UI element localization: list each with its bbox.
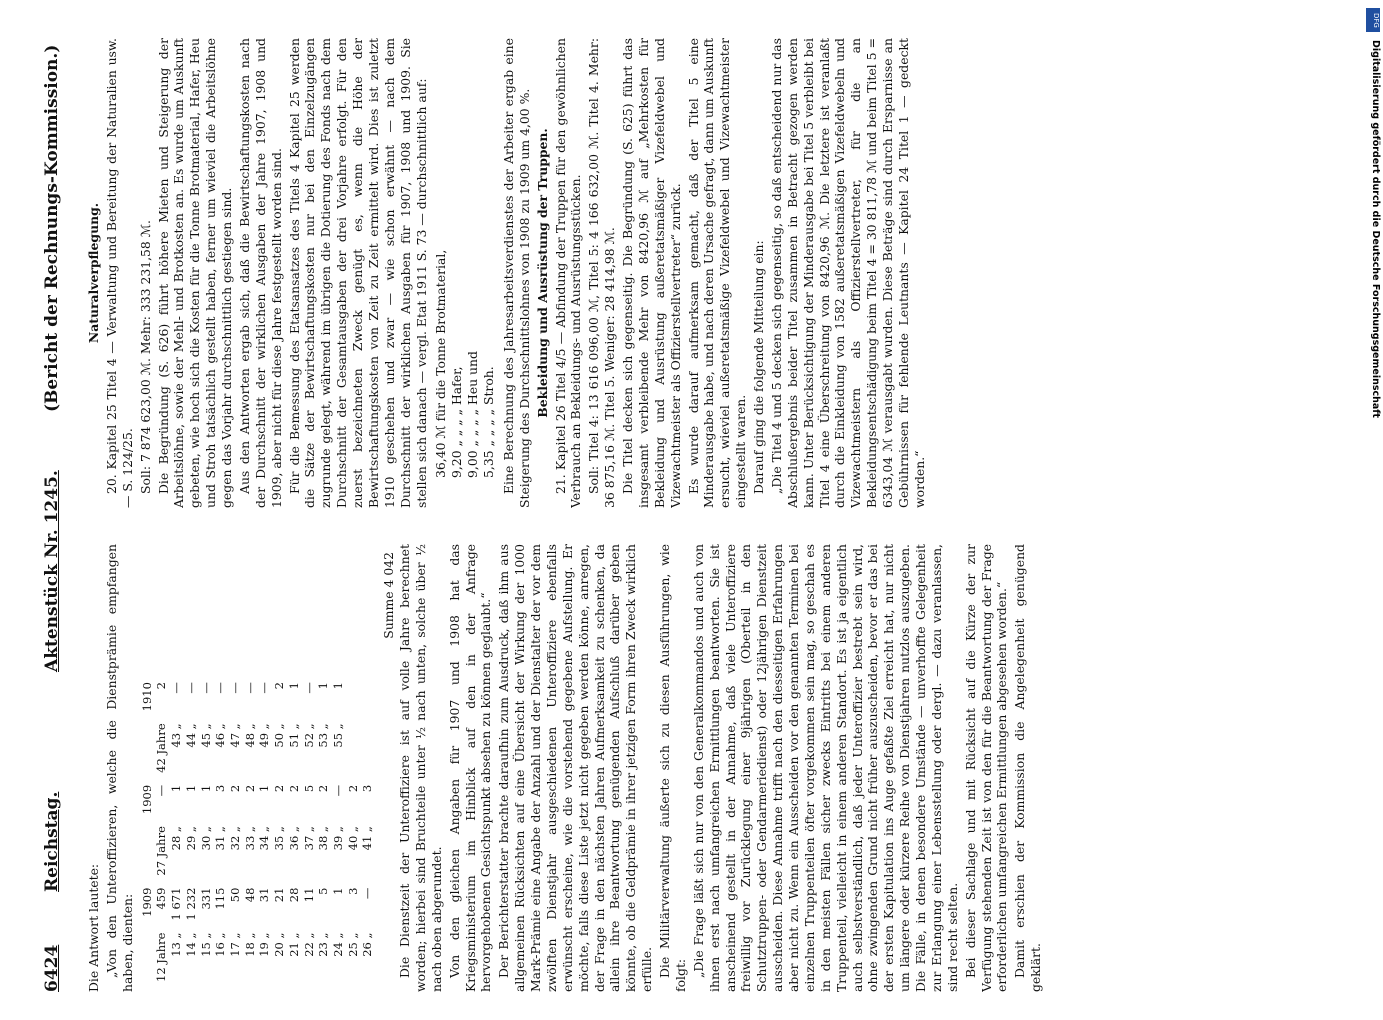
table-cell: 35 „ — [272, 826, 287, 851]
table-cell: 26 „ — [360, 932, 375, 957]
table-row — [316, 676, 331, 988]
body-paragraph: „Die Frage läßt sich nur von den Generalkommandos und auch von ihnen erst nach umfangreichen Ermittlungen beantworten. Sie ist anscheinend gestellt in der Annahme, daß viele Unteroffiziere freiwillig vor Zurücklegung einer 9jährigen (Oberteil in den Schutztruppen- oder Gendarmeriedienst) oder 12jährigen Dienstzeit ausscheiden. Diese Annahme trifft nach den diesseitigen Erfahrungen aber nicht zu. Wenn ein Ausscheiden vor den genannten Terminen bei einzelnen Truppenteilen öfter vorgekommen sein mag, so geschah es in den meisten Fällen sicher zwecks Eintritts bei einem anderen Truppenteil, vielleicht in einem anderen Standort. Es ist ja eigentlich auch selbstverständlich, daß jeder Unteroffizier bestrebt sein wird, ohne zwingenden Grund nicht früher auszuscheiden, bevor er das bei der ersten Kapitulation ins Auge gefaßte Ziel erreicht hat, nur nicht um längere oder kürzere Reihe von Dienstjahren nutzlos auszugeben. Die Fälle, in denen besondere Umstände — unverhoffte Gelegenheit zur Erlangung einer Lebensstellung oder dergl. — dazu veranlassen, sind recht selten. — [690, 544, 960, 992]
table-row — [213, 676, 228, 988]
table-cell: — — [213, 682, 228, 694]
table-cell: — — [257, 682, 272, 694]
table-cell: 36 „ — [286, 826, 301, 851]
item-20-soll: Soll: 7 874 623,00 ℳ. Mehr: 333 231,58 ℳ. — [137, 220, 153, 494]
item-21-heading: 21. Kapitel 26 Titel 4/5 — Abfindung der Truppen für den gewöhnlichen Verbrauch an Bekleidungs- und Ausrüstungsstücken. — [552, 38, 584, 508]
table-header-cell: 1909 — [139, 784, 154, 815]
table-cell: 459 — [154, 887, 169, 910]
table-cell: 3 — [345, 887, 360, 895]
table-row — [257, 676, 272, 988]
body-paragraph: Die Begründung (S. 626) führt höhere Mieten und Steigerung der Arbeitslöhne, sowie der Mehl- und Brotkosten an. Es wurde um Auskunft gebeten, wie hoch sich die Kosten für die Tonne Brotmaterial, Hafer, Heu und Stroh tatsächlich gestellt haben, ferner um wieviel die Arbeitslöhne gegen das Vorjahr durchschnittlich gestiegen sind. — [155, 38, 234, 508]
table-row — [331, 676, 346, 988]
table-cell: 3 — [360, 784, 375, 793]
table-cell: 2 — [154, 682, 169, 690]
table-cell: — — [154, 784, 169, 797]
table-row — [184, 676, 199, 988]
body-paragraph: Die Dienstzeit der Unteroffiziere ist auf volle Jahre berechnet worden; hierbei sind Bruchteile unter ½ nach unten, solche über ½ nach oben abgerundet. — [397, 544, 444, 992]
table-header-cell: 1909 — [139, 887, 154, 917]
table-cell: 47 „ — [227, 723, 242, 748]
table-cell: 1 671 — [169, 887, 184, 921]
service-years-table — [140, 676, 376, 988]
table-header-row — [140, 676, 155, 988]
price-line: 5,35 „ „ „ „ Stroh. — [481, 366, 496, 478]
table-row — [154, 676, 169, 988]
table-cell: — — [242, 682, 257, 694]
table-cell — [346, 676, 361, 717]
table-cell: 2 — [272, 784, 287, 793]
table-cell: 23 „ — [316, 932, 331, 957]
left-column — [86, 544, 1326, 992]
table-cell: 1 — [330, 887, 345, 895]
left-paragraphs — [397, 544, 1044, 992]
table-cell: 33 „ — [242, 826, 257, 851]
table-cell: 1 — [330, 682, 345, 690]
table-cell: 34 „ — [257, 826, 272, 851]
table-header-cell: 1910 — [139, 682, 154, 712]
table-cell: 53 „ — [316, 723, 331, 748]
table-cell: 28 „ — [169, 826, 184, 851]
table-cell: 2 — [316, 784, 331, 793]
table-cell: 11 — [301, 887, 316, 903]
table-cell: 38 „ — [316, 826, 331, 851]
document-page — [24, 32, 1354, 992]
table-cell: 51 „ — [286, 723, 301, 748]
intro-text: Die Antwort lautete: — [86, 863, 101, 992]
table-cell — [360, 676, 375, 717]
table-cell: 32 „ — [227, 826, 242, 851]
table-cell: 29 „ — [183, 826, 198, 851]
table-header-cell — [140, 927, 155, 988]
table-cell: — — [330, 784, 345, 797]
table-cell: 52 „ — [301, 723, 316, 748]
header-center-title: Aktenstück Nr. 1245. — [42, 470, 62, 672]
table-cell: 24 „ — [330, 932, 345, 957]
table-cell: 44 „ — [183, 723, 198, 748]
table-row — [346, 676, 361, 988]
table-cell: 27 Jahre — [154, 826, 169, 876]
table-row — [360, 676, 375, 988]
price-list — [433, 38, 497, 478]
table-cell: 39 „ — [330, 826, 345, 851]
body-paragraph: Darauf ging die folgende Mitteilung ein: — [751, 240, 766, 494]
table-cell: 41 „ — [360, 826, 375, 851]
table-cell: 37 „ — [301, 826, 316, 851]
table-cell: 2 — [272, 682, 287, 690]
table-cell: 2 — [227, 784, 242, 793]
table-cell: 25 „ — [345, 932, 360, 957]
right-column — [86, 38, 1326, 508]
table-cell: 48 „ — [242, 723, 257, 748]
table-cell: 2 — [242, 784, 257, 793]
table-cell: — — [227, 682, 242, 694]
price-line: 9,00 „ „ „ „ Heu und — [465, 351, 481, 478]
table-cell: 1 — [169, 784, 184, 793]
header-right-title: (Bericht der Rechnungs-Kommission.) — [42, 44, 62, 412]
table-row — [243, 676, 258, 988]
table-cell: 50 — [227, 887, 242, 903]
table-cell: 20 „ — [272, 932, 287, 957]
table-cell: 2 — [286, 784, 301, 793]
table-cell: 13 „ — [169, 932, 184, 957]
item-20-heading: 20. Kapitel 25 Titel 4 — Verwaltung und Bereitung der Naturalien usw. — S. 124/25. — [103, 38, 135, 508]
paragraph-wages: Eine Berechnung des Jahresarbeitsverdienstes der Arbeiter ergab eine Steigerung des Durchschnittslohnes von 1908 zu 1909 um 4,00 %. — [500, 38, 532, 508]
body-paragraph: Aus den Antworten ergab sich, daß die Bewirtschaftungskosten nach der Durchschnitt der wirklichen Ausgaben der Jahre 1907, 1908 und 1909, aber nicht für diese Jahre festgestellt worden sind. — [236, 38, 284, 508]
table-cell: — — [183, 682, 198, 694]
table-cell: 45 „ — [198, 723, 213, 748]
table-cell: 49 „ — [257, 723, 272, 748]
header-left-title: Reichstag. — [42, 791, 62, 892]
table-row — [302, 676, 317, 988]
table-cell: 2 — [345, 784, 360, 793]
table-cell: 1 — [257, 784, 272, 793]
table-row — [287, 676, 302, 988]
body-paragraph: Die Militärverwaltung äußerte sich zu diesen Ausführungen, wie folgt: — [657, 544, 688, 992]
table-total: Summe 4 042 — [381, 552, 397, 639]
table-cell: 16 „ — [213, 932, 228, 957]
table-cell: 18 „ — [242, 932, 257, 957]
right-paragraphs-a — [156, 38, 430, 508]
table-cell: 46 „ — [213, 723, 228, 748]
table-cell: 5 — [316, 887, 331, 895]
digitization-note: Digitalisierung gefördert durch die Deutsche Forschungsgemeinschaft — [1370, 40, 1381, 418]
price-line: 9,20 „ „ „ „ Hafer, — [449, 366, 465, 478]
table-row — [272, 676, 287, 988]
table-cell: 5 — [301, 784, 316, 793]
dfg-logo: DFG — [1366, 8, 1380, 32]
body-paragraph: Die Titel decken sich gegenseitig. Die Begründung (S. 625) führt das insgesamt verbleibende Mehr von 8420,96 ℳ auf „Mehrkosten für Bekleidung und Ausrüstung außeretatsmäßiger Vizefeldwebel und Vizewachtmeister als Offizierstellvertreter“ zurück. — [620, 38, 683, 508]
table-cell — [360, 717, 375, 778]
section-title-naturalverpflegung: Naturalverpflegung. — [86, 202, 101, 344]
page-header — [42, 32, 72, 992]
quote-open: „Von den Unteroffizieren, welche die Dienstprämie empfangen haben, dienten: — [103, 544, 135, 992]
body-paragraph: Von den gleichen Angaben für 1907 und 1908 hat das Kriegsministerium im Hinblick auf den in der Anfrage hervorgehobenen Gesichtspunkt absehen zu können geglaubt.“ — [446, 544, 494, 992]
price-line: 36,40 ℳ für die Tonne Brotmaterial, — [433, 249, 449, 478]
table-cell: 19 „ — [257, 932, 272, 957]
table-cell: 1 — [316, 682, 331, 690]
table-cell: 50 „ — [272, 723, 287, 748]
section-title-bekleidung: Bekleidung und Ausrüstung der Truppen. — [534, 128, 550, 418]
table-cell: 1 232 — [183, 887, 198, 921]
table-cell: 28 — [286, 887, 301, 903]
table-cell: 3 — [213, 784, 228, 793]
body-paragraph: „Die Titel 4 und 5 decken sich gegenseitig, so daß entscheidend nur das Abschlußergebnis beider Titel zusammen in Betracht gezogen werden kann. Unter Berücksichtigung der Minderausgabe bei Titel 5 verbleibt bei Titel 4 eine Überschreitung von 8420,96 ℳ. Die letztere ist veranlaßt durch die Einkleidung von 1582 außeretatsmäßigen Vizefeldwebeln und Vizewachtmeistern als Offizierstellvertreter, für die an Bekleidungsentschädigung beim Titel 4 = 30 811,78 ℳ und beim Titel 5 = 6343,04 ℳ verausgabt wurden. Diese Beträge sind durch Ersparnisse an Gebührnissen für fehlende Leutnants — Kapitel 24 Titel 1 — gedeckt worden.“ — [768, 38, 927, 508]
table-cell: 30 „ — [198, 826, 213, 851]
table-cell: 31 — [257, 887, 272, 903]
table-cell: 40 „ — [345, 826, 360, 851]
table-row — [228, 676, 243, 988]
table-cell: 115 — [213, 887, 228, 910]
table-row — [199, 676, 214, 988]
body-paragraph: Bei dieser Sachlage und mit Rücksicht auf die Kürze der zur Verfügung stehenden Zeit ist von den für die Beantwortung der Frage erforderlichen umfangreichen Ermittlungen abgesehen worden.“ — [962, 544, 1010, 992]
table-cell: 1 — [286, 682, 301, 690]
table-cell: 43 „ — [169, 723, 184, 748]
table-cell: 17 „ — [227, 932, 242, 957]
table-cell: — — [169, 682, 184, 694]
page-number: 6424 — [42, 944, 62, 992]
table-cell: 48 — [242, 887, 257, 903]
item-21-soll: Soll: Titel 4: 13 616 096,00 ℳ, Titel 5: 4 166 632,00 ℳ. Titel 4. Mehr: 36 875,16 ℳ. Titel 5. Weniger: 28 414,98 ℳ. — [586, 38, 618, 508]
table-cell: 42 Jahre — [154, 723, 169, 773]
body-paragraph: Es wurde darauf aufmerksam gemacht, daß der Titel 5 eine Minderausgabe habe, und nach deren Ursache gefragt, dann um Auskunft ersucht, wieviel außeretatsmäßige Vizefeldwebel und Vizewachtmeister eingestellt waren. — [685, 38, 749, 508]
table-cell: 12 Jahre — [154, 932, 169, 982]
table-row — [169, 676, 184, 988]
table-cell: 31 „ — [213, 826, 228, 851]
table-cell: — — [301, 682, 316, 694]
body-paragraph: Der Berichterstatter brachte daraufhin zum Ausdruck, daß ihm aus allgemeinen Rücksichten auf eine Übersicht der Wirkung der 1000 Mark-Prämie eine Angabe der Anzahl und der Dienstalter der vor dem zwölften Dienstjahr ausgeschiedenen Unteroffiziere ebenfalls erwünscht erscheine, wie die vorstehend gegebene Aufstellung. Er möchte, falls diese Liste jetzt nicht gegeben werden könne, anregen, der Frage in den nächsten Jahren Aufmerksamkeit zu schenken, da allein ihre Beantwortung genügenden Aufschluß darüber geben könnte, ob die Geldprämie in ihrer jetzigen Form ihren Zweck wirklich erfülle. — [496, 544, 655, 992]
table-cell: — — [360, 887, 375, 900]
table-cell: 14 „ — [183, 932, 198, 957]
table-cell: 1 — [183, 784, 198, 793]
right-paragraphs-c — [620, 38, 928, 508]
body-paragraph: Damit erschien der Kommission die Angelegenheit genügend geklärt. — [1012, 544, 1044, 992]
table-cell: 1 — [198, 784, 213, 793]
body-paragraph: Für die Bemessung des Etatsansatzes des Titels 4 Kapitel 25 werden die Sätze der Bewirtschaftungskosten nur bei den Einzelzugängen zugrunde gelegt, während im übrigen die Dotierung des Fonds nach dem Durchschnitt der Gesamtausgaben der drei Vorjahre erfolgt. Für den zuerst bezeichneten Zweck genügt es, wenn die Höhe der Bewirtschaftungskosten von Zeit zu Zeit ermittelt wird. Dies ist zuletzt 1910 geschehen und zwar — wie schon erwähnt — nach dem Durchschnitt der wirklichen Ausgaben für 1907, 1908 und 1909. Sie stellen sich danach — vergl. Etat 1911 S. 73 — durchschnittlich auf: — [286, 38, 429, 508]
table-header-cell — [140, 820, 155, 881]
table-cell: — — [198, 682, 213, 694]
table-header-cell — [140, 717, 155, 778]
table-cell: 22 „ — [301, 932, 316, 957]
table-cell: 21 „ — [286, 932, 301, 957]
table-cell — [346, 717, 361, 778]
table-cell: 15 „ — [198, 932, 213, 957]
table-cell: 331 — [198, 887, 213, 910]
table-cell: 55 „ — [330, 723, 345, 748]
table-cell: 21 — [272, 887, 287, 903]
